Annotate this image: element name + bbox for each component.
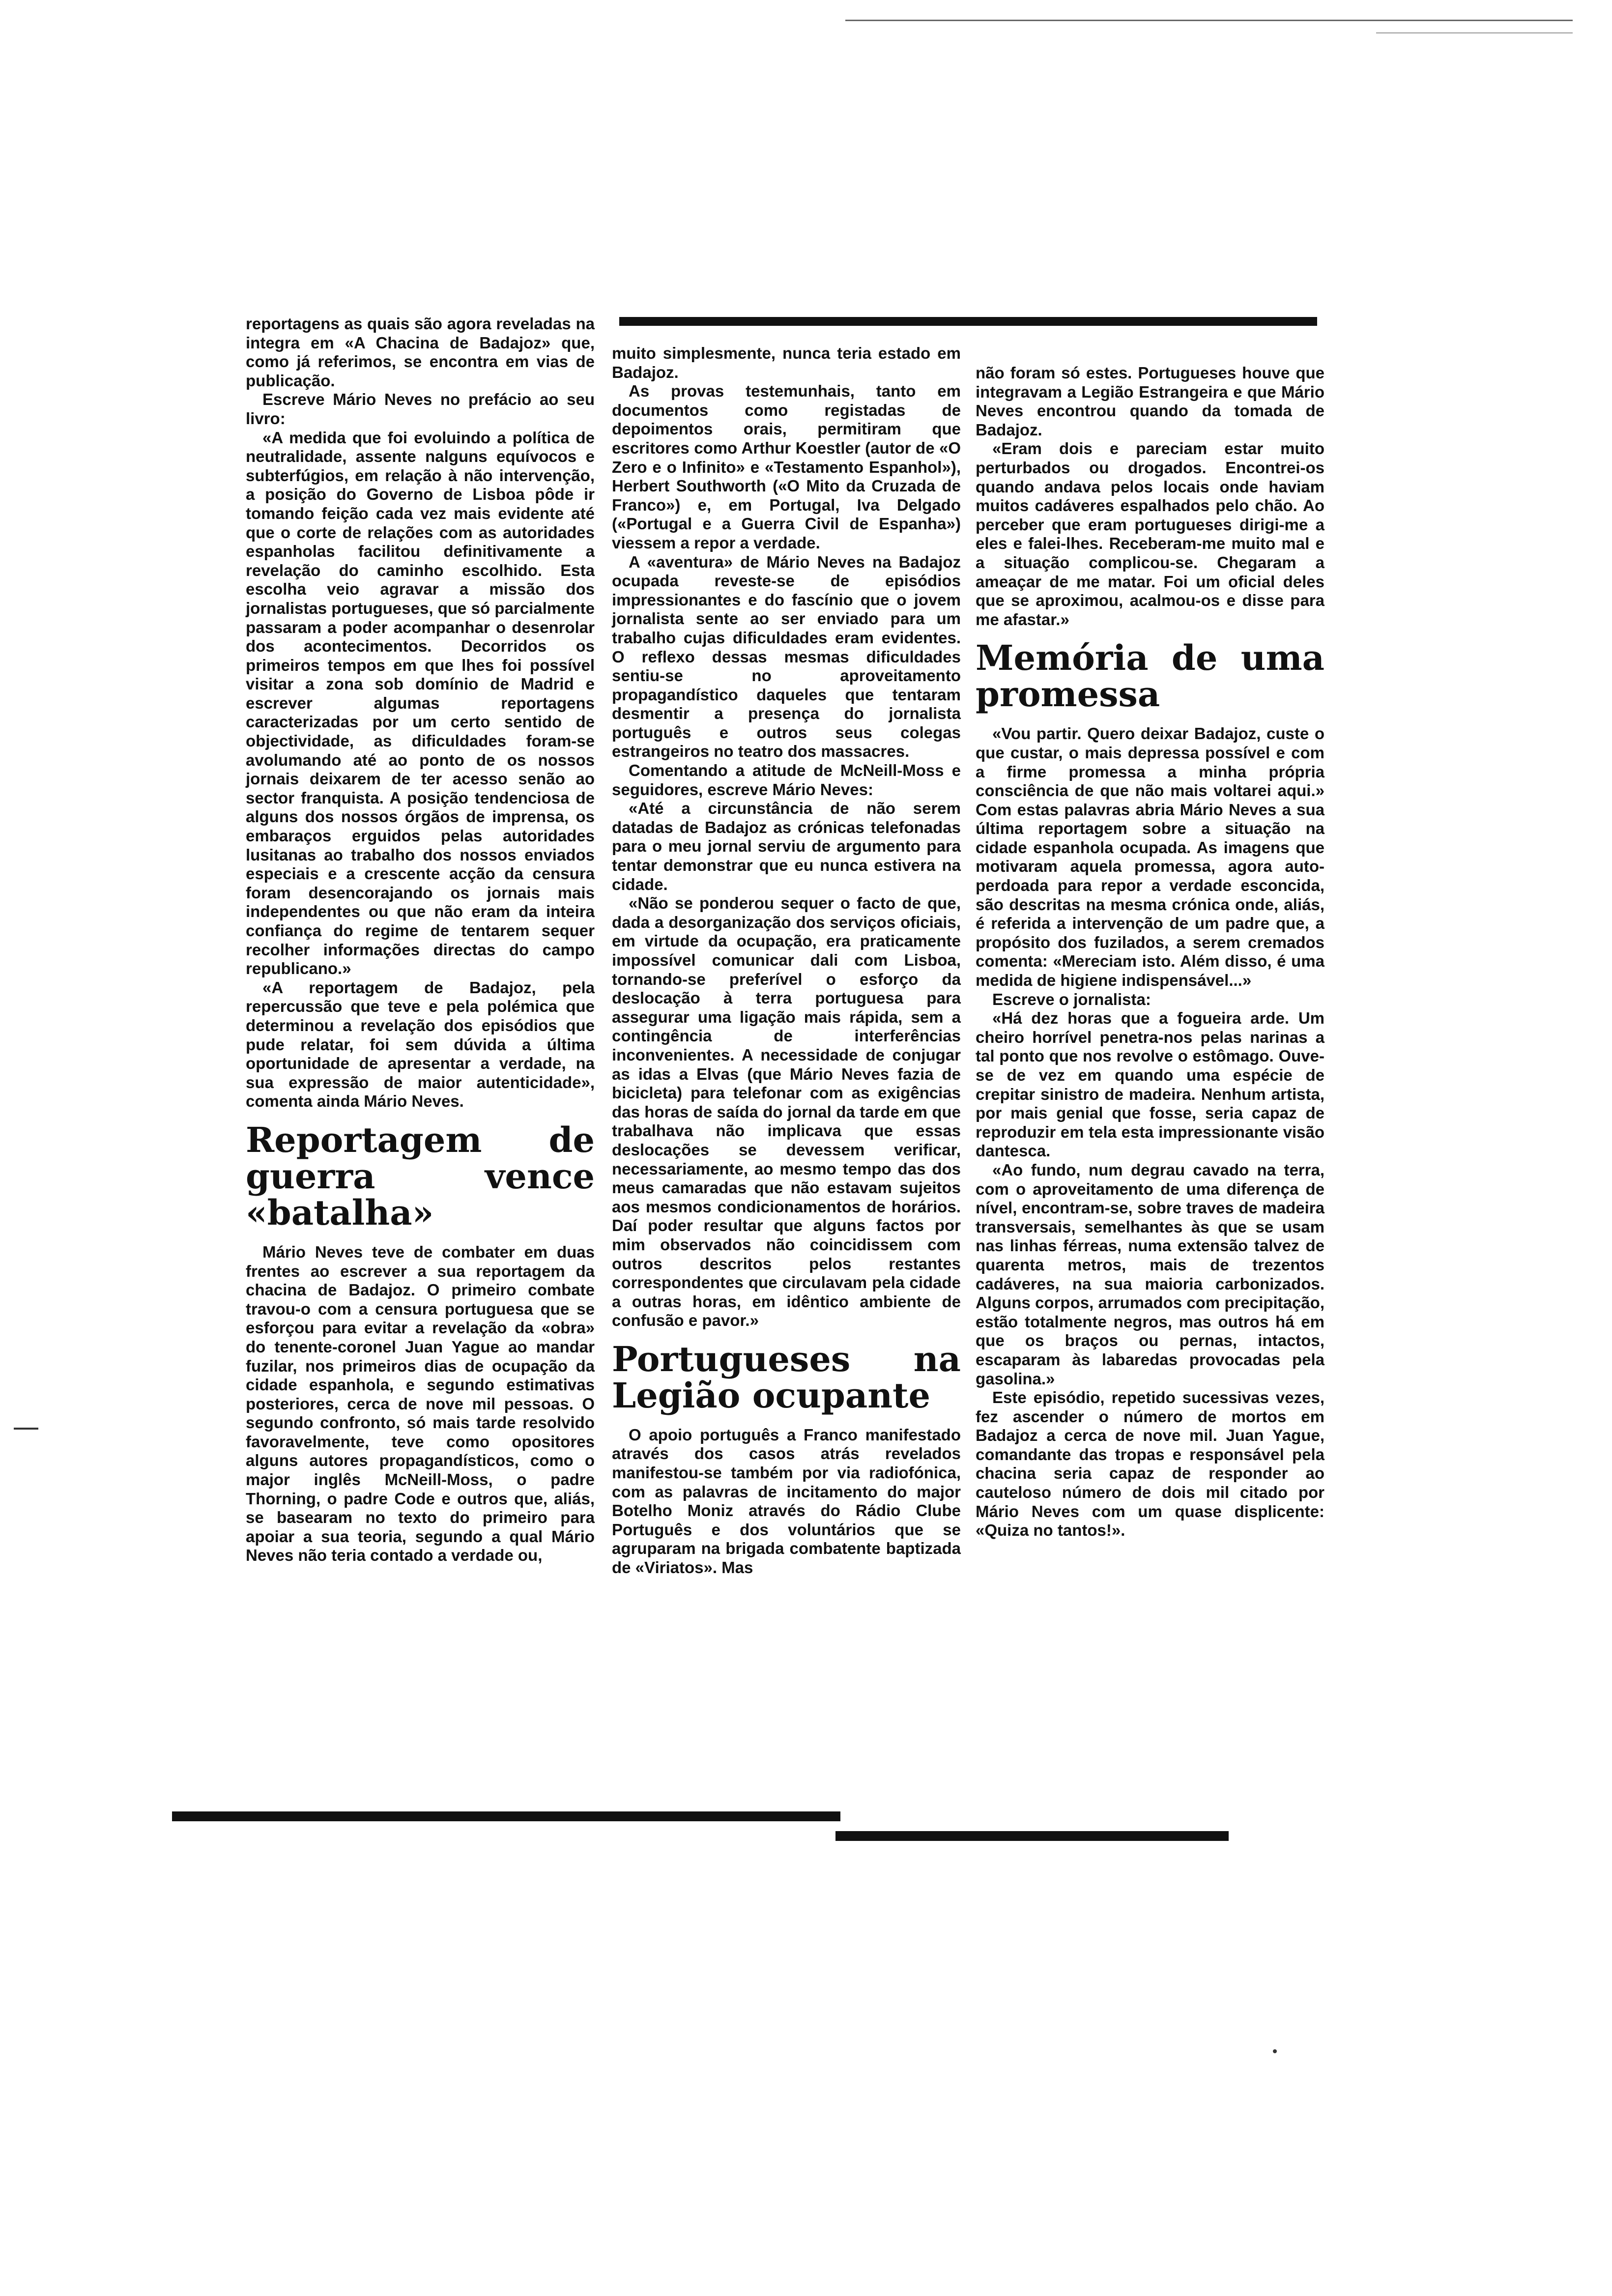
article-column-1 xyxy=(246,315,595,1565)
section-headline: Portugueses na Legião ocupante xyxy=(612,1338,961,1416)
paragraph: Comentando a atitude de McNeill-Moss e seguidores, escreve Mário Neves: xyxy=(612,761,961,799)
paragraph: As provas testemunhais, tanto em documentos como registadas de depoimentos orais, permitiram que escritores como Arthur Koestler (autor de «O Zero e o Infinito» e «Testamento Espanhol»), Herbert Southworth («O Mito da Cruzada de Franco») e, em Portugal, Iva Delgado («Portugal e a Guerra Civil de Espanha») viessem a repor a verdade. xyxy=(612,382,961,552)
paragraph: muito simplesmente, nunca teria estado em Badajoz. xyxy=(612,344,961,381)
scan-edge-line xyxy=(1376,32,1573,33)
column-rule-bottom xyxy=(172,1811,840,1821)
paragraph: Mário Neves teve de combater em duas frentes ao escrever a sua reportagem da chacina de Badajoz. O primeiro combate travou-o com a censura portuguesa que se esforçou para evitar a revelação da «obra» do tenente-coronel Juan Yague ao mandar fuzilar, nos primeiros dias de ocupação da cidade espanhola, e segundo estimativas posteriores, cerca de nove mil pessoas. O segundo confronto, só mais tarde resolvido favoravelmente, teve como opositores alguns autores propagandísticos, como o major inglês McNeill-Moss, o padre Thorning, o padre Code e outros que, aliás, se basearam no texto do primeiro para apoiar a sua teoria, segundo a qual Mário Neves não teria contado a verdade ou, xyxy=(246,1242,595,1565)
paragraph: «Vou partir. Quero deixar Badajoz, custe o que custar, o mais depressa possível e com a firme promessa a minha própria consciência de que não mais voltarei aqui.» Com estas palavras abria Mário Neves a sua última reportagem sobre a situação na cidade espanhola ocupada. As imagens que motivaram aquela promessa, agora auto-perdoada para repor a verdade esconcida, são descritas na mesma crónica onde, aliás, é referida a intervenção de um padre que, a propósito dos fuzilados, a serem cremados comenta: «Mereciam isto. Além disso, é uma medida de higiene indispensável...» xyxy=(976,724,1324,990)
paragraph: Escreve o jornalista: xyxy=(992,990,1151,1008)
paragraph: A «aventura» de Mário Neves na Badajoz ocupada reveste-se de episódios impressionantes e do fascínio que o jovem jornalista sente ao ser enviado para um trabalho cujas dificuldades eram evidentes. O reflexo dessas mesmas dificuldades sentiu-se no aproveitamento propagandístico daqueles que tentaram desmentir a presença do jornalista português e outros seus colegas estrangeiros no teatro dos massacres. xyxy=(612,552,961,761)
paragraph: «Há dez horas que a fogueira arde. Um cheiro horrível penetra-nos pelas narinas a tal ponto que nos revolve o estômago. Ouve-se de vez em quando uma espécie de crepitar sinistro de madeira. Nenhum artista, por mais genial que fosse, seria capaz de reproduzir em tela esta impressionante visão dantesca. xyxy=(976,1009,1324,1160)
paragraph: O apoio português a Franco manifestado através dos casos atrás revelados manifestou-se também por via radiofónica, com as palavras de incitamento do major Botelho Moniz através do Rádio Clube Português e dos voluntários que se agruparam na brigada combatente baptizada de «Viriatos». Mas xyxy=(612,1425,961,1577)
paragraph: «Não se ponderou sequer o facto de que, dada a desorganização dos serviços oficiais, em virtude da ocupação, era praticamente impossível comunicar dali com Lisboa, tornando-se preferível o esforço da deslocação à terra portuguesa para assegurar uma ligação mais rápida, sem a contingência de interferências inconvenientes. A necessidade de conjugar as idas a Elvas (que Mário Neves fazia de bicicleta) para telefonar com as exigências das horas de saída do jornal da tarde em que trabalhava não implicava que essas deslocações se devessem verificar, necessariamente, ao mesmo tempo das dos meus camaradas que não estavam sujeitos aos mesmos condicionamentos de horários. Daí poder resultar que alguns factos por mim observados não coincidissem com outros descritos pelos restantes correspondentes que circulavam pela cidade a outras horas, em idêntico ambiente de confusão e pavor.» xyxy=(612,894,961,1330)
paragraph: «A medida que foi evoluindo a política de neutralidade, assente nalguns equívocos e subterfúgios, em relação à não intervenção, a posição do Governo de Lisboa pôde ir tomando feição cada vez mais evidente até que o corte de relações com as autoridades espanholas facilitou definitivamente a revelação do caminho escolhido. Esta escolha veio agravar a missão dos jornalistas portugueses, que só parcialmente passaram a poder acompanhar o desenrolar dos acontecimentos. Decorridos os primeiros tempos em que lhes foi possível visitar a zona sob domínio de Madrid e escrever algumas reportagens caracterizadas por um certo sentido de objectividade, as dificuldades foram-se avolumando até ao ponto de os nossos jornais deixarem de ter acesso senão ao sector franquista. A posição tendenciosa de alguns dos nossos órgãos de imprensa, os embaraços erguidos pelas autoridades lusitanas ao trabalho dos nossos enviados especiais e a crescente acção da censura foram desencorajando os jornais mais independentes ou que não eram da inteira confiança do regime de tentarem sequer recolher informações directas do campo republicano.» xyxy=(246,428,595,978)
column-rule-top xyxy=(619,317,1317,326)
paragraph: «Até a circunstância de não serem datadas de Badajoz as crónicas telefonadas para o meu jornal serviu de argumento para tentar demonstrar que eu nunca estivera na cidade. xyxy=(612,799,961,893)
article-column-2 xyxy=(612,344,961,1578)
paragraph: «Eram dois e pareciam estar muito perturbados ou drogados. Encontrei-os quando andava pelos locais onde haviam muitos cadáveres espalhados pelo chão. Ao perceber que eram portugueses dirigi-me a eles e falei-lhes. Receberam-me muito mal e a situação complicou-se. Chegaram a ameaçar de me matar. Foi um oficial deles que se aproximou, acalmou-os e disse para me afastar.» xyxy=(976,439,1324,629)
paragraph: Este episódio, repetido sucessivas vezes, fez ascender o número de mortos em Badajoz a cerca de nove mil. Juan Yague, comandante das tropas e responsável pela chacina seria capaz de responder ao cauteloso número de dois mil citado por Mário Neves com um quase displicente: «Quiza no tantos!». xyxy=(976,1388,1324,1540)
paragraph: não foram só estes. Portugueses houve que integravam a Legião Estrangeira e que Mário Neves encontrou quando da tomada de Badajoz. xyxy=(976,364,1324,439)
scan-edge-line xyxy=(845,20,1573,21)
section-headline: Reportagem de guerra vence «batalha» xyxy=(246,1119,595,1233)
section-headline: Memória de uma promessa xyxy=(976,637,1324,715)
paragraph: «Ao fundo, num degrau cavado na terra, com o aproveitamento de uma diferença de nível, encontram-se, sobre traves de madeira transversais, semelhantes às que se usam nas linhas férreas, numa extensão talvez de quarenta metros, mais de trezentos cadáveres, na sua maioria carbonizados. Alguns corpos, arrumados com precipitação, estão totalmente negros, mas outros há em que os braços ou pernas, intactos, escaparam às labaredas provocadas pela gasolina.» xyxy=(976,1160,1324,1388)
article-column-3 xyxy=(976,364,1324,1540)
paragraph: Escreve Mário Neves no prefácio ao seu livro: xyxy=(246,390,595,428)
scan-speck xyxy=(1273,2049,1277,2053)
paragraph: «A reportagem de Badajoz, pela repercussão que teve e pela polémica que determinou a revelação dos episódios que pude relatar, foi sem dúvida a última oportunidade de apresentar a verdade, na sua expressão de maior autenticidade», comenta ainda Mário Neves. xyxy=(246,978,595,1111)
paragraph: reportagens as quais são agora reveladas na integra em «A Chacina de Badajoz» que, como já referimos, se encontra em vias de publicação. xyxy=(246,315,595,390)
column-rule-bottom-right xyxy=(835,1831,1229,1841)
scan-mark xyxy=(14,1428,38,1430)
